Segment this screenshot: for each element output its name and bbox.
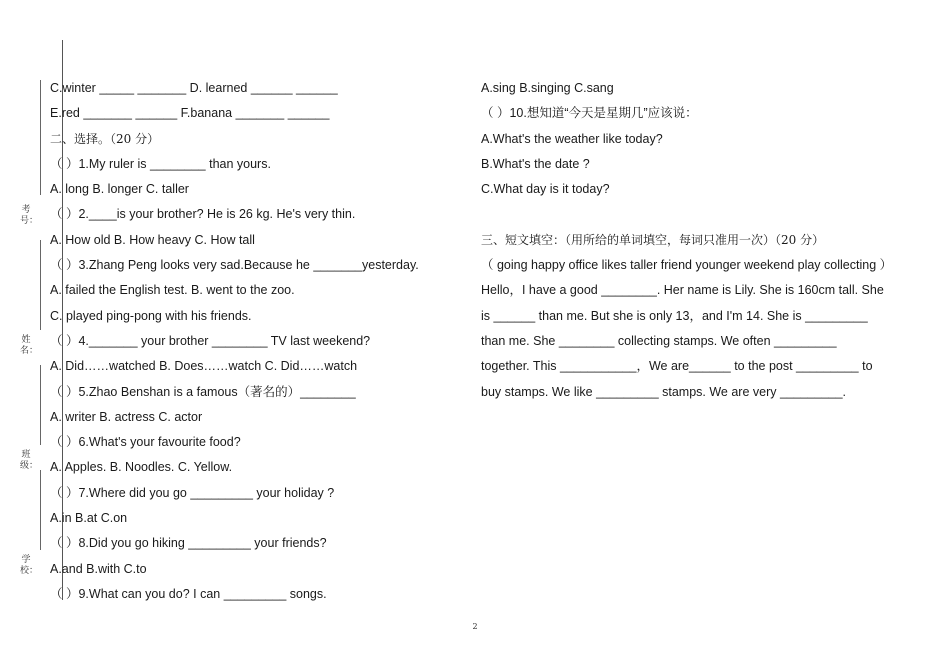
word-bank: （ going happy office likes taller friend younger weekend play collecting ） (481, 258, 893, 273)
binding-label-exam-number: 考号： (20, 205, 39, 226)
options-line: B.What's the date ? (481, 156, 590, 171)
question-line: （ ）1.My ruler is ________ than yours. (50, 156, 271, 171)
binding-dash-3 (40, 365, 41, 445)
spacer-line (481, 202, 901, 227)
options-line: C. played ping-pong with his friends. (50, 308, 252, 323)
binding-label-class: 班级： (20, 450, 39, 471)
section-heading-choice: 二、选择。（20 分） (50, 131, 160, 146)
question-line: （ ）3.Zhang Peng looks very sad.Because he _______yesterday. (50, 258, 419, 273)
options-line: A.sing B.singing C.sang (481, 81, 614, 95)
question-line: （ ）4._______ your brother ________ TV last weekend? (50, 333, 371, 348)
right-column (481, 76, 901, 405)
question-line: （ ）6.What's your favourite food? (50, 435, 241, 450)
left-column (50, 76, 460, 607)
binding-dash-2 (40, 240, 41, 330)
page-number: 2 (472, 622, 478, 631)
options-line: A. long B. longer C. taller (50, 182, 189, 197)
binding-label-school: 学校： (20, 555, 39, 576)
passage-line: than me. She ________ collecting stamps. We often _________ (481, 333, 837, 348)
text-line: E.red _______ ______ F.banana _______ ______ (50, 106, 330, 121)
passage-line: Hello，I have a good ________. Her name is Lily. She is 160cm tall. She (481, 283, 884, 298)
options-line: A.in B.at C.on (50, 511, 128, 526)
text-line: C.winter _____ _______ D. learned ______ ______ (50, 81, 338, 95)
passage-line: together. This ___________，We are______ to the post _________ to (481, 359, 873, 374)
question-line: （ ）5.Zhao Benshan is a famous（著名的）________ (50, 384, 356, 399)
section-heading-cloze: 三、短文填空：（用所给的单词填空，每词只准用一次）（20 分） (481, 232, 825, 247)
question-line: （ ）8.Did you go hiking _________ your friends? (50, 536, 327, 551)
options-line: A. Did……watched B. Does……watch C. Did……watch (50, 359, 358, 374)
question-line: （ ）9.What can you do? I can _________ songs. (50, 586, 327, 601)
binding-dash-4 (40, 470, 41, 550)
passage-line: is ______ than me. But she is only 13，and I'm 14. She is _________ (481, 308, 868, 323)
options-line: C.What day is it today? (481, 182, 610, 197)
passage-line: buy stamps. We like _________ stamps. We are very _________. (481, 384, 847, 399)
options-line: A.What's the weather like today? (481, 131, 663, 146)
options-line: A. writer B. actress C. actor (50, 409, 203, 424)
options-line: A. Apples. B. Noodles. C. Yellow. (50, 460, 233, 475)
binding-label-name: 姓名： (20, 335, 39, 356)
options-line: A. How old B. How heavy C. How tall (50, 232, 255, 247)
options-line: A.and B.with C.to (50, 561, 147, 576)
options-line: A. failed the English test. B. went to the zoo. (50, 283, 295, 298)
question-line: （ ）7.Where did you go _________ your holiday ? (50, 485, 335, 500)
binding-dash-1 (40, 80, 41, 195)
question-line: （ ）2.____is your brother? He is 26 kg. He's very thin. (50, 207, 356, 222)
question-line: （ ）10.想知道“今天是星期几”应该说： (481, 106, 698, 121)
